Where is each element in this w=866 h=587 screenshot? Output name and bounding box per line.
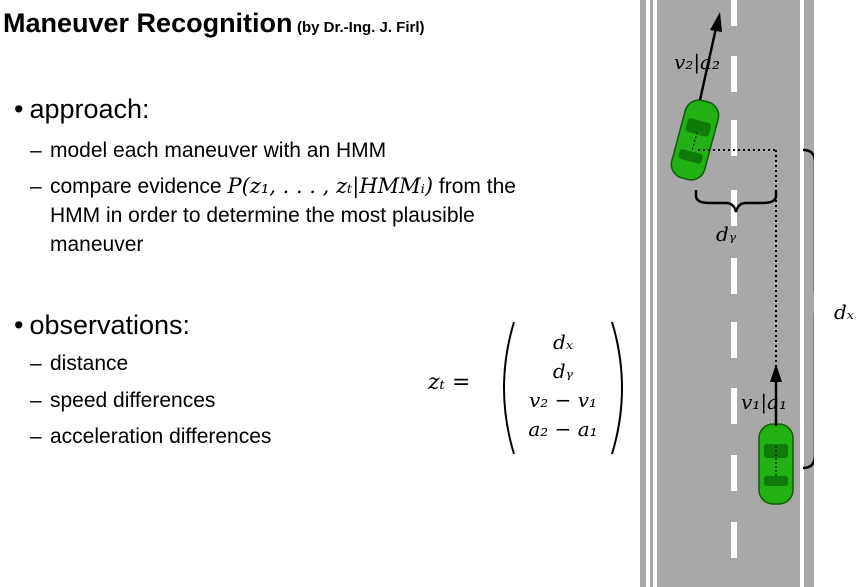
slide-title [3, 8, 425, 39]
vector-row-accel: a₂ − a₁ [528, 417, 598, 441]
evidence-formula: P(z₁, . . . , zₜ|HMMᵢ) [227, 174, 434, 198]
left-edge-line [646, 0, 650, 587]
vector-row-speed: v₂ − v₁ [528, 388, 598, 412]
label-front-vehicle: v₂|a₂ [674, 50, 720, 74]
vector-rows [508, 328, 618, 444]
vector-row-dx: dₓ [553, 330, 573, 354]
title-author-note: (by Dr.-Ing. J. Firl) [297, 19, 425, 36]
vector-row-dy: dᵧ [552, 359, 574, 383]
label-lateral-distance: dᵧ [716, 222, 737, 246]
approach-heading: approach: [29, 94, 150, 124]
observation-item-speed: – speed differences [30, 389, 216, 412]
rear-vehicle [759, 424, 793, 504]
left-edge-line-2 [653, 0, 657, 587]
bullet-observations: • observations: [14, 310, 191, 340]
observation-vector-formula [424, 318, 634, 458]
observation-item-acceleration: – acceleration differences [30, 425, 272, 448]
road-diagram [640, 0, 814, 587]
observation-item-distance: – distance [30, 352, 129, 375]
center-dashes [731, 0, 737, 558]
formula-lhs: zₜ = [428, 370, 471, 395]
right-edge-line [800, 0, 804, 587]
approach-item-1: – model each maneuver with an HMM [30, 139, 387, 162]
bullet-approach: • approach: [14, 94, 150, 124]
title-main: Maneuver Recognition [3, 8, 293, 38]
observations-heading: observations: [29, 310, 191, 340]
label-longitudinal-distance: dₓ [834, 300, 854, 324]
approach-item-2: – compare evidence P(z₁, . . . , zₜ|HMMᵢ) from the HMM in order to determine the most plausible maneuver [30, 174, 516, 256]
label-rear-vehicle: v₁|a₁ [741, 390, 787, 414]
